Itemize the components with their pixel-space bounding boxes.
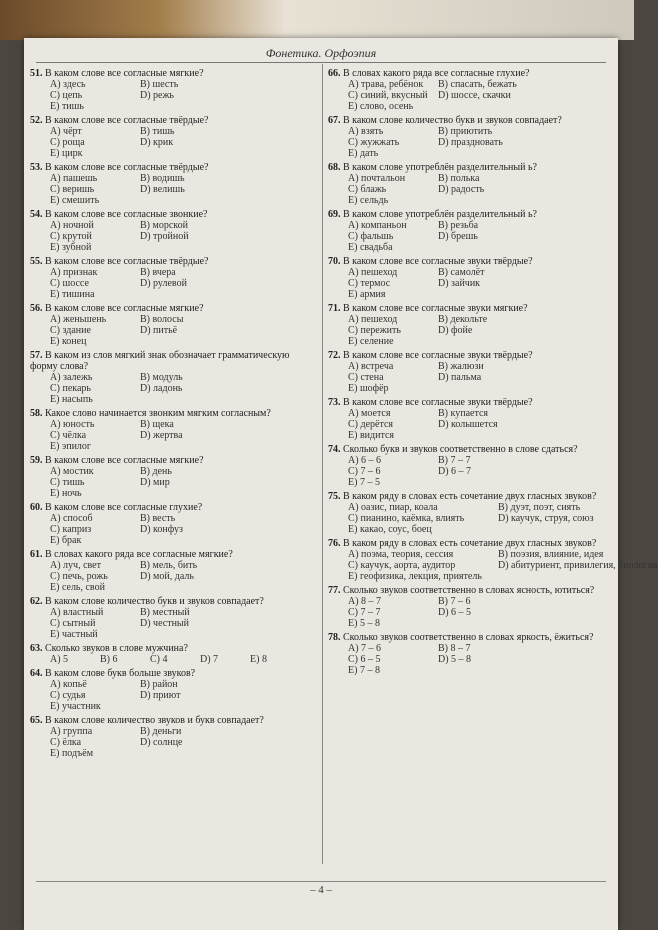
book-page bbox=[24, 38, 658, 930]
question-text bbox=[328, 303, 610, 314]
answer-option: В) вчера bbox=[140, 267, 176, 278]
question-number: 72. bbox=[328, 350, 341, 361]
question-prompt: Сколько звуков соответственно в словах яркость, ёжиться? bbox=[343, 632, 594, 643]
right-column bbox=[328, 68, 658, 679]
question bbox=[30, 668, 312, 712]
answer-option: С) печь, рожь bbox=[50, 571, 108, 582]
question-prompt: В каком слове все согласные твёрдые? bbox=[45, 115, 209, 126]
answer-option: А) луч, свет bbox=[50, 560, 101, 571]
question-prompt: В каком слове все согласные звонкие? bbox=[45, 209, 208, 220]
question-text bbox=[328, 209, 610, 220]
answer-option: С) каприз bbox=[50, 524, 92, 535]
question bbox=[30, 643, 312, 665]
left-column bbox=[30, 68, 312, 762]
question-number: 74. bbox=[328, 444, 341, 455]
question-number: 64. bbox=[30, 668, 43, 679]
question-text bbox=[30, 68, 312, 79]
answer-option: В) 7 – 6 bbox=[438, 596, 471, 607]
answer-option: С) блажь bbox=[348, 184, 387, 195]
question bbox=[30, 68, 312, 112]
answer-option: А) 7 – 6 bbox=[348, 643, 382, 654]
question-number: 58. bbox=[30, 408, 43, 419]
question-number: 57. bbox=[30, 350, 43, 361]
question-prompt: В каком слове количество букв и звуков совпадает? bbox=[343, 115, 562, 126]
question-prompt: В каком слове употреблён разделительный ь? bbox=[343, 162, 537, 173]
answer-option: Е) тишина bbox=[50, 289, 95, 300]
question-text bbox=[328, 491, 610, 502]
question-prompt: В каком ряду в словах есть сочетание двух гласных звуков? bbox=[343, 491, 597, 502]
answer-options bbox=[30, 267, 312, 300]
answer-option: В) щека bbox=[140, 419, 174, 430]
answer-option: D) каучук, струя, союз bbox=[498, 513, 594, 524]
answer-option: В) район bbox=[140, 679, 178, 690]
answer-options bbox=[30, 314, 312, 347]
answer-option: В) морской bbox=[140, 220, 188, 231]
answer-option: С) синий, вкусный bbox=[348, 90, 428, 101]
answer-option: В) самолёт bbox=[438, 267, 485, 278]
answer-options bbox=[328, 361, 610, 394]
question bbox=[328, 491, 610, 535]
question-number: 60. bbox=[30, 502, 43, 513]
answer-option: А) залежь bbox=[50, 372, 93, 383]
answer-option: С) пережить bbox=[348, 325, 401, 336]
question bbox=[30, 350, 312, 405]
answer-option: А) группа bbox=[50, 726, 93, 737]
answer-option: Е) какао, соус, боец bbox=[348, 524, 432, 535]
question-prompt: В каком слове букв больше звуков? bbox=[45, 668, 196, 679]
answer-option: А) признак bbox=[50, 267, 98, 278]
answer-option: В) 6 bbox=[100, 654, 118, 665]
answer-option: В) 8 – 7 bbox=[438, 643, 471, 654]
answer-option: А) почтальон bbox=[348, 173, 406, 184]
answer-option: В) модуль bbox=[140, 372, 183, 383]
question-text bbox=[328, 115, 610, 126]
answer-option: В) 7 – 7 bbox=[438, 455, 471, 466]
question-number: 67. bbox=[328, 115, 341, 126]
answer-option: В) дуэт, поэт, сиять bbox=[498, 502, 581, 513]
question bbox=[328, 444, 610, 488]
question-text bbox=[328, 350, 610, 361]
answer-option: С) пианино, каёмка, влиять bbox=[348, 513, 465, 524]
answer-option: D) 6 – 5 bbox=[438, 607, 472, 618]
answer-option: С) сытный bbox=[50, 618, 96, 629]
answer-option: А) 6 – 6 bbox=[348, 455, 382, 466]
question-text bbox=[30, 162, 312, 173]
answer-options bbox=[328, 502, 610, 535]
question-number: 75. bbox=[328, 491, 341, 502]
question-number: 54. bbox=[30, 209, 43, 220]
question-text bbox=[30, 596, 312, 607]
answer-option: D) 5 – 8 bbox=[438, 654, 472, 665]
answer-option: D) 7 bbox=[200, 654, 219, 665]
answer-option: А) 5 bbox=[50, 654, 69, 665]
question-prompt: В каком слове все согласные твёрдые? bbox=[45, 256, 209, 267]
question-prompt: В каком слове все согласные звуки твёрдые? bbox=[343, 397, 533, 408]
answer-option: В) шесть bbox=[140, 79, 179, 90]
answer-option: А) трава, ребёнок bbox=[348, 79, 424, 90]
header-rule bbox=[36, 62, 606, 63]
question-prompt: В каком слове все согласные звуки мягкие? bbox=[343, 303, 528, 314]
answer-option: В) декольте bbox=[438, 314, 488, 325]
answer-option: D) рулевой bbox=[140, 278, 187, 289]
answer-option: Е) видится bbox=[348, 430, 394, 441]
answer-option: А) способ bbox=[50, 513, 93, 524]
answer-option: Е) участник bbox=[50, 701, 101, 712]
answer-option: Е) шофёр bbox=[348, 383, 389, 394]
answer-option: Е) армия bbox=[348, 289, 386, 300]
question-text bbox=[30, 643, 312, 654]
answer-option: В) купается bbox=[438, 408, 488, 419]
question-prompt: В словах какого ряда все согласные глухие? bbox=[343, 68, 530, 79]
answer-options bbox=[30, 173, 312, 206]
question-number: 68. bbox=[328, 162, 341, 173]
question-number: 71. bbox=[328, 303, 341, 314]
answer-option: С) 6 – 5 bbox=[348, 654, 381, 665]
question-number: 65. bbox=[30, 715, 43, 726]
question-prompt: В каком слове количество звуков и букв совпадает? bbox=[45, 715, 264, 726]
question bbox=[30, 115, 312, 159]
answer-option: D) праздновать bbox=[438, 137, 503, 148]
answer-option: В) водишь bbox=[140, 173, 185, 184]
question-text bbox=[30, 502, 312, 513]
answer-options bbox=[328, 126, 610, 159]
answer-option: В) местный bbox=[140, 607, 190, 618]
answer-options bbox=[328, 220, 610, 253]
question bbox=[328, 350, 610, 394]
answer-option: Е) зубной bbox=[50, 242, 92, 253]
answer-option: А) ночной bbox=[50, 220, 94, 231]
answer-option: С) термос bbox=[348, 278, 391, 289]
answer-option: А) мостик bbox=[50, 466, 94, 477]
question bbox=[30, 549, 312, 593]
question bbox=[328, 68, 610, 112]
question-number: 53. bbox=[30, 162, 43, 173]
answer-option: А) поэма, теория, сессия bbox=[348, 549, 454, 560]
question-prompt: Сколько букв и звуков соответственно в слове сдаться? bbox=[343, 444, 578, 455]
question-text bbox=[30, 115, 312, 126]
page-header: Фонетика. Орфоэпия bbox=[265, 46, 377, 60]
question-text bbox=[30, 455, 312, 466]
answer-option: В) спасать, бежать bbox=[438, 79, 517, 90]
answer-option: D) честный bbox=[140, 618, 189, 629]
answer-option: D) зайчик bbox=[438, 278, 481, 289]
question-number: 52. bbox=[30, 115, 43, 126]
question-text bbox=[30, 408, 312, 419]
question-prompt: В каком слове все согласные мягкие? bbox=[45, 68, 204, 79]
answer-option: Е) 8 bbox=[250, 654, 267, 665]
answer-option: А) компаньон bbox=[348, 220, 407, 231]
answer-option: А) оазис, пиар, коала bbox=[348, 502, 438, 513]
question-text bbox=[30, 549, 312, 560]
answer-option: А) пешеход bbox=[348, 314, 398, 325]
answer-option: Е) смешить bbox=[50, 195, 100, 206]
answer-option: Е) 7 – 8 bbox=[348, 665, 380, 676]
question-text bbox=[30, 303, 312, 314]
answer-options bbox=[328, 408, 610, 441]
answer-options bbox=[328, 79, 610, 112]
question-number: 55. bbox=[30, 256, 43, 267]
question bbox=[30, 455, 312, 499]
answer-option: D) ладонь bbox=[140, 383, 183, 394]
answer-option: С) фальшь bbox=[348, 231, 394, 242]
answer-option: А) женьшень bbox=[50, 314, 107, 325]
column-divider bbox=[322, 64, 323, 864]
question-prompt: Сколько звуков в слове мужчина? bbox=[45, 643, 188, 654]
answer-option: D) брешь bbox=[438, 231, 478, 242]
answer-option: D) тройной bbox=[140, 231, 189, 242]
answer-option: D) радость bbox=[438, 184, 485, 195]
answer-options bbox=[30, 726, 312, 759]
answer-options bbox=[30, 607, 312, 640]
question-text bbox=[30, 256, 312, 267]
answer-option: В) тишь bbox=[140, 126, 175, 137]
answer-options bbox=[30, 466, 312, 499]
answer-option: С) здание bbox=[50, 325, 91, 336]
answer-option: D) жертва bbox=[140, 430, 183, 441]
answer-option: С) дерётся bbox=[348, 419, 393, 430]
answer-options bbox=[30, 654, 312, 665]
question-text bbox=[328, 397, 610, 408]
question-prompt: В каком слове употреблён разделительный ь? bbox=[343, 209, 537, 220]
question-prompt: В каком слове все согласные звуки твёрдые? bbox=[343, 350, 533, 361]
answer-option: Е) насыпь bbox=[50, 394, 93, 405]
footer-rule bbox=[36, 881, 606, 882]
answer-option: С) веришь bbox=[50, 184, 95, 195]
question-number: 70. bbox=[328, 256, 341, 267]
question-prompt: В каком слове количество букв и звуков совпадает? bbox=[45, 596, 264, 607]
question-number: 78. bbox=[328, 632, 341, 643]
question-number: 56. bbox=[30, 303, 43, 314]
answer-option: В) деньги bbox=[140, 726, 182, 737]
question-number: 63. bbox=[30, 643, 43, 654]
question-prompt: Сколько звуков соответственно в словах ясность, ютиться? bbox=[343, 585, 595, 596]
answer-option: Е) ночь bbox=[50, 488, 82, 499]
question bbox=[328, 115, 610, 159]
answer-option: Е) брак bbox=[50, 535, 82, 546]
question bbox=[30, 162, 312, 206]
answer-option: D) мир bbox=[140, 477, 170, 488]
answer-option: В) полька bbox=[438, 173, 480, 184]
question-text bbox=[30, 209, 312, 220]
answer-option: Е) цирк bbox=[50, 148, 83, 159]
answer-option: Е) подъём bbox=[50, 748, 94, 759]
question-number: 73. bbox=[328, 397, 341, 408]
question bbox=[30, 303, 312, 347]
answer-options bbox=[30, 372, 312, 405]
answer-options bbox=[328, 173, 610, 206]
question bbox=[30, 596, 312, 640]
question bbox=[328, 256, 610, 300]
answer-option: С) стена bbox=[348, 372, 384, 383]
question-prompt: В каком слове все согласные твёрдые? bbox=[45, 162, 209, 173]
answer-option: D) приют bbox=[140, 690, 181, 701]
answer-option: Е) слово, осень bbox=[348, 101, 414, 112]
answer-option: С) чёлка bbox=[50, 430, 87, 441]
question-number: 69. bbox=[328, 209, 341, 220]
answer-options bbox=[30, 513, 312, 546]
question-prompt: В каком слове все согласные глухие? bbox=[45, 502, 203, 513]
answer-option: С) жужжать bbox=[348, 137, 400, 148]
answer-option: С) 4 bbox=[150, 654, 168, 665]
question bbox=[328, 585, 610, 629]
question-prompt: В каком ряду в словах есть сочетание двух гласных звуков? bbox=[343, 538, 597, 549]
answer-options bbox=[328, 549, 658, 582]
answer-option: Е) 7 – 5 bbox=[348, 477, 380, 488]
background-fabric bbox=[0, 0, 634, 40]
answer-option: А) пешеход bbox=[348, 267, 398, 278]
question-prompt: В каком слове все согласные мягкие? bbox=[45, 455, 204, 466]
answer-option: А) юность bbox=[50, 419, 95, 430]
question bbox=[30, 408, 312, 452]
answer-option: Е) 5 – 8 bbox=[348, 618, 380, 629]
question-prompt: В каком из слов мягкий знак обозначает грамматическую форму слова? bbox=[30, 350, 290, 372]
answer-option: D) режь bbox=[140, 90, 174, 101]
answer-option: С) каучук, аорта, аудитор bbox=[348, 560, 456, 571]
answer-options bbox=[30, 679, 312, 712]
answer-option: D) мой, даль bbox=[140, 571, 194, 582]
question-text bbox=[30, 350, 312, 372]
answer-option: Е) селение bbox=[348, 336, 394, 347]
question-text bbox=[30, 668, 312, 679]
answer-option: D) крик bbox=[140, 137, 174, 148]
question bbox=[30, 502, 312, 546]
answer-option: Е) сель, свой bbox=[50, 582, 105, 593]
question bbox=[328, 397, 610, 441]
answer-option: D) велишь bbox=[140, 184, 185, 195]
answer-option: Е) тишь bbox=[50, 101, 84, 112]
answer-option: В) резьба bbox=[438, 220, 479, 231]
answer-option: Е) геофизика, лекция, приятель bbox=[348, 571, 482, 582]
question bbox=[328, 632, 610, 676]
answer-option: Е) дать bbox=[348, 148, 379, 159]
question-number: 51. bbox=[30, 68, 43, 79]
answer-option: Е) сельдь bbox=[348, 195, 389, 206]
answer-option: В) день bbox=[140, 466, 172, 477]
answer-option: D) 6 – 7 bbox=[438, 466, 472, 477]
answer-option: С) роща bbox=[50, 137, 85, 148]
question-text bbox=[328, 68, 610, 79]
answer-option: В) мель, бить bbox=[140, 560, 198, 571]
question-number: 77. bbox=[328, 585, 341, 596]
answer-option: D) солнце bbox=[140, 737, 183, 748]
answer-options bbox=[30, 79, 312, 112]
question-prompt: В каком слове все согласные звуки твёрдые? bbox=[343, 256, 533, 267]
answer-option: В) поэзия, влияние, идея bbox=[498, 549, 604, 560]
question-text bbox=[328, 444, 610, 455]
answer-options bbox=[328, 596, 610, 629]
answer-option: Е) конец bbox=[50, 336, 87, 347]
answer-option: А) властный bbox=[50, 607, 104, 618]
answer-option: Е) свадьба bbox=[348, 242, 393, 253]
answer-option: С) ёлка bbox=[50, 737, 82, 748]
question-number: 61. bbox=[30, 549, 43, 560]
page-number: – 4 – bbox=[310, 884, 332, 896]
answer-option: В) жалюзи bbox=[438, 361, 484, 372]
answer-option: В) приютить bbox=[438, 126, 493, 137]
answer-option: В) весть bbox=[140, 513, 176, 524]
question-text bbox=[328, 162, 610, 173]
answer-options bbox=[30, 220, 312, 253]
question bbox=[328, 303, 610, 347]
answer-option: D) пальма bbox=[438, 372, 482, 383]
answer-options bbox=[30, 560, 312, 593]
answer-option: С) тишь bbox=[50, 477, 85, 488]
question-prompt: В каком слове все согласные мягкие? bbox=[45, 303, 204, 314]
answer-options bbox=[30, 419, 312, 452]
answer-options bbox=[328, 455, 610, 488]
question bbox=[328, 209, 610, 253]
answer-options bbox=[328, 643, 610, 676]
answer-option: А) чёрт bbox=[50, 126, 82, 137]
question-prompt: Какое слово начинается звонким мягким согласным? bbox=[45, 408, 271, 419]
question-text bbox=[328, 538, 610, 549]
answer-options bbox=[30, 126, 312, 159]
answer-option: D) конфуз bbox=[140, 524, 183, 535]
answer-option: А) 8 – 7 bbox=[348, 596, 382, 607]
answer-option: D) абитуриент, привилегия, биология bbox=[498, 560, 658, 571]
question bbox=[30, 715, 312, 759]
answer-option: D) питьё bbox=[140, 325, 178, 336]
answer-option: А) пашешь bbox=[50, 173, 98, 184]
answer-option: С) пекарь bbox=[50, 383, 91, 394]
answer-options bbox=[328, 314, 610, 347]
answer-option: А) здесь bbox=[50, 79, 86, 90]
answer-option: В) волосы bbox=[140, 314, 184, 325]
question-number: 59. bbox=[30, 455, 43, 466]
answer-option: С) 7 – 6 bbox=[348, 466, 381, 477]
question bbox=[328, 162, 610, 206]
question-text bbox=[328, 585, 610, 596]
answer-option: С) 7 – 7 bbox=[348, 607, 381, 618]
question-number: 76. bbox=[328, 538, 341, 549]
answer-option: С) шоссе bbox=[50, 278, 89, 289]
answer-option: Е) частный bbox=[50, 629, 98, 640]
question-number: 62. bbox=[30, 596, 43, 607]
question bbox=[30, 209, 312, 253]
answer-option: D) колышется bbox=[438, 419, 498, 430]
question-text bbox=[328, 256, 610, 267]
answer-option: С) судья bbox=[50, 690, 86, 701]
question-text bbox=[328, 632, 610, 643]
answer-option: D) шоссе, скачки bbox=[438, 90, 511, 101]
answer-options bbox=[328, 267, 610, 300]
question bbox=[30, 256, 312, 300]
question-prompt: В словах какого ряда все согласные мягкие? bbox=[45, 549, 233, 560]
answer-option: А) встреча bbox=[348, 361, 394, 372]
question bbox=[328, 538, 658, 582]
answer-option: С) крутой bbox=[50, 231, 92, 242]
answer-option: D) фойе bbox=[438, 325, 473, 336]
answer-option: С) цепь bbox=[50, 90, 83, 101]
question-number: 66. bbox=[328, 68, 341, 79]
question-text bbox=[30, 715, 312, 726]
answer-option: А) копьё bbox=[50, 679, 87, 690]
answer-option: Е) эпилог bbox=[50, 441, 92, 452]
answer-option: А) моется bbox=[348, 408, 391, 419]
answer-option: А) взять bbox=[348, 126, 384, 137]
